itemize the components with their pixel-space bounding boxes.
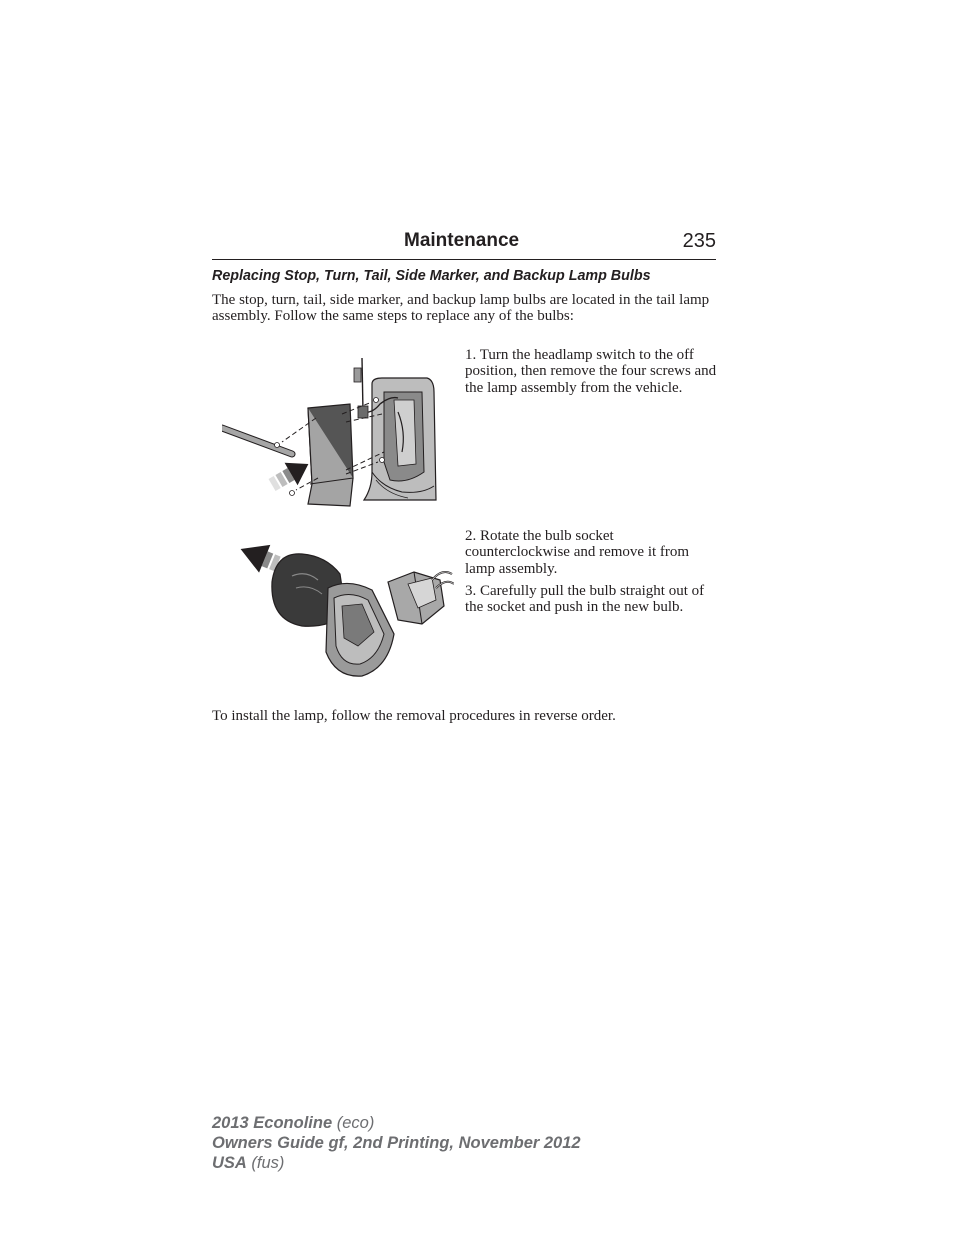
step-3: 3. Carefully pull the bulb straight out of the socket and push in the new bulb.: [465, 583, 705, 616]
tail-lamp-removal-illustration: [222, 352, 454, 510]
footer-model: 2013 Econoline: [212, 1114, 333, 1132]
footer-model-code: (eco): [332, 1114, 375, 1132]
section-title: Maintenance: [404, 230, 520, 251]
footer-region-line: [212, 1153, 581, 1173]
footer-model-line: [212, 1113, 581, 1133]
footer-region: USA: [212, 1154, 247, 1172]
page-header: [212, 229, 716, 260]
footer-region-code: (fus): [246, 1154, 285, 1172]
footer-guide: Owners Guide gf, 2nd Printing, November 2012: [212, 1134, 581, 1152]
step-2: 2. Rotate the bulb socket counterclockwise and remove it from lamp assembly.: [465, 528, 690, 577]
step-1: 1. Turn the headlamp switch to the off position, then remove the four screws and the lamp assembly from the vehicle.: [465, 347, 717, 396]
bulb-socket-illustration: [218, 528, 454, 680]
closing-paragraph: To install the lamp, follow the removal procedures in reverse order.: [212, 708, 616, 724]
subheading: Replacing Stop, Turn, Tail, Side Marker, and Backup Lamp Bulbs: [212, 268, 651, 284]
page-number: 235: [682, 230, 716, 252]
intro-paragraph: The stop, turn, tail, side marker, and backup lamp bulbs are located in the tail lamp assembly. Follow the same steps to replace any of the bulbs:: [212, 292, 710, 325]
page-footer: [212, 1113, 581, 1173]
